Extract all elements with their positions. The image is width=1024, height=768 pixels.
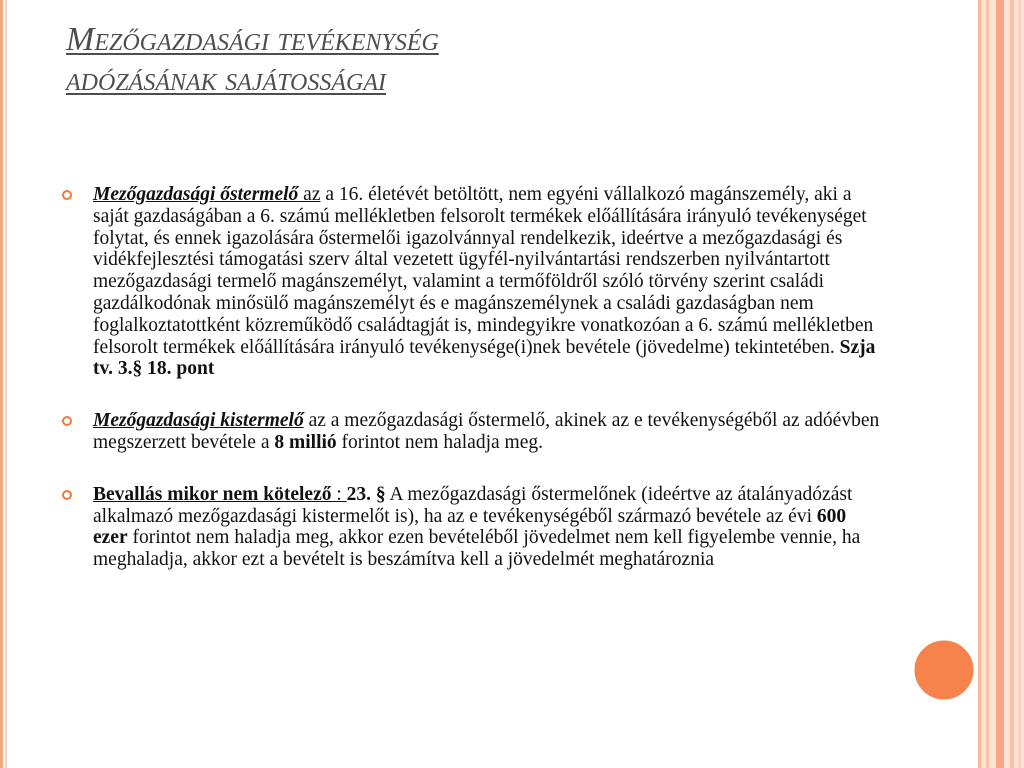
bullet-item-ostermelo <box>62 184 882 380</box>
amount-600-ezer: 600 ezer <box>93 505 847 549</box>
right-band-light <box>978 0 1024 768</box>
bullet-item-kistermelo <box>62 410 882 454</box>
bullet-circle-icon <box>62 416 72 426</box>
bullet-item-bevallas <box>62 484 882 571</box>
left-border-stripe-inner <box>5 0 7 768</box>
definition-ostermelo: a 16. életévét betöltött, nem egyéni vállalkozó magánszemély, aki a saját gazdaságában a 6. számú mellékletben felsorolt termékek előállítására irányuló tevékenységet folytat, és ennek igazolására őstermelői igazolvánnyal rendelkezik, ideértve a mezőgazdasági és vidékfejlesztési támogatási szerv által vezetett ügyfél-nyilvántartási rendszerben nyilvántartott mezőgazdasági termelő magánszemélyt, valamint a termőföldről szóló törvény szerint családi gazdálkodónak minősülő magánszemélyt és e magánszemélynek a családi gazdaságban nem foglalkoztatottként közreműködő családtagját is, mindegyikre vonatkozóan a 6. számú mellékletben felsorolt termékek előállítására irányuló tevékenysége(i)nek bevétele (jövedelme) tekintetében. <box>93 184 874 358</box>
slide-title-line-1: Mezőgazdasági tevékenység <box>66 21 439 58</box>
term-ostermelo-suffix: az <box>298 184 321 205</box>
amount-8-millio: 8 millió <box>274 431 337 453</box>
definition-kistermelo-part-1: az a mezőgazdasági őstermelő, akinek az e tevékenységéből az adóévben megszerzett bevétele a <box>93 410 880 453</box>
term-kistermelo: Mezőgazdasági kistermelő <box>93 410 304 432</box>
slide-title-line-2: adózásának sajátosságai <box>66 61 387 98</box>
definition-bevallas-part-1: A mezőgazdasági őstermelőnek (ideértve az átalányadózást alkalmazó mezőgazdasági kistermelőt is), ha az e tevékenységéből származó bevétele az évi <box>93 483 853 527</box>
bullet-circle-icon <box>62 490 72 500</box>
right-stripe-1 <box>978 0 981 768</box>
bullet-circle-icon <box>62 190 72 200</box>
term-bevallas-colon: : <box>331 483 347 505</box>
definition-bevallas-part-2: forintot nem haladja meg, akkor ezen bevételéből jövedelmet nem kell figyelembe vennie, ha meghaladja, akkor ezt a bevételt is beszámítva kell a jövedelmét meghatároznia <box>93 527 861 571</box>
right-stripe-4 <box>1010 0 1014 768</box>
section-reference: 23. § <box>346 483 386 505</box>
slide-title <box>66 20 946 100</box>
bullet-list <box>62 184 882 571</box>
definition-kistermelo-part-2: forintot nem haladja meg. <box>336 431 543 453</box>
right-stripe-5 <box>1018 0 1021 768</box>
term-bevallas: Bevallás mikor nem kötelező <box>93 483 332 505</box>
left-border-stripe <box>0 0 3 768</box>
term-ostermelo: Mezőgazdasági őstermelő <box>93 184 299 205</box>
right-stripe-3 <box>996 0 1004 768</box>
right-stripe-2 <box>986 0 989 768</box>
legal-reference: Szja tv. 3.§ 18. pont <box>93 336 876 380</box>
accent-circle <box>913 639 975 701</box>
